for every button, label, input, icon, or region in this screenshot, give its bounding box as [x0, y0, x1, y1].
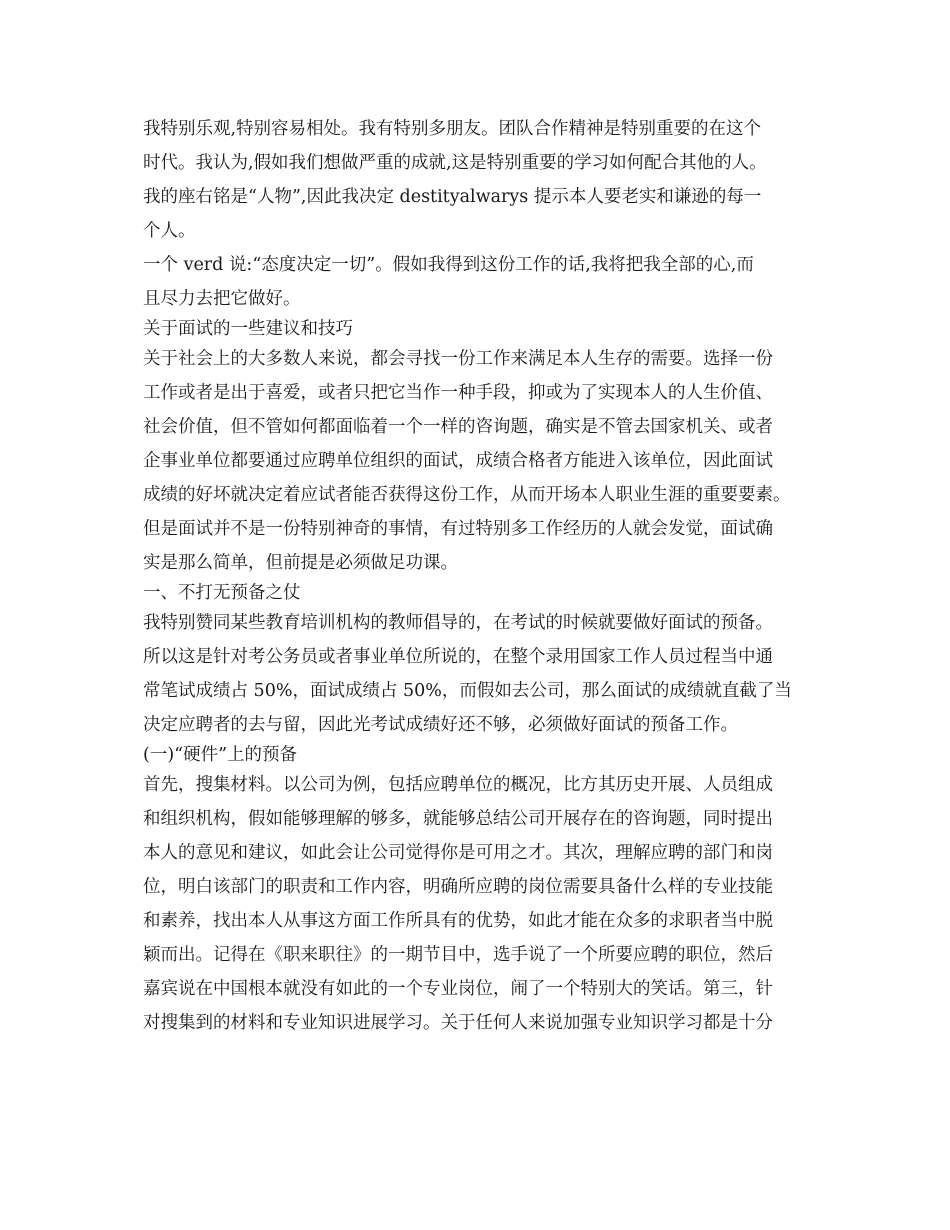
section-heading-interview-tips [143, 316, 823, 342]
text-line: 和组织机构，假如能够理解的够多，就能够总结公司开展存在的咨询题，同时提出 [143, 809, 773, 829]
document-page [143, 112, 823, 1040]
heading-text: 一、不打无预备之仗 [143, 583, 301, 603]
text-line: 工作或者是出于喜爱，或者只把它当作一种手段，抑或为了实现本人的人生价值、 [143, 383, 773, 403]
text-line: 个人。 [143, 221, 196, 241]
paragraph-interview-importance [143, 342, 823, 580]
paragraph-prepare-early [143, 606, 823, 742]
text-line: 颖而出。记得在《职来职往》的一期节目中，选手说了一个所要应聘的职位，然后 [143, 945, 773, 965]
text-line: 关于社会上的大多数人来说，都会寻找一份工作来满足本人生存的需要。选择一份 [143, 349, 773, 369]
paragraph-personal-intro [143, 112, 823, 248]
section-heading-hardware [143, 742, 823, 768]
text-line: 和素养，找出本人从事这方面工作所具有的优势，如此才能在众多的求职者当中脱 [143, 911, 773, 931]
text-line: 本人的意见和建议，如此会让公司觉得你是可用之才。其次，理解应聘的部门和岗 [143, 843, 773, 863]
text-line: 实是那么简单，但前提是必须做足功课。 [143, 553, 458, 573]
text-line: 决定应聘者的去与留，因此光考试成绩好还不够，必须做好面试的预备工作。 [143, 715, 738, 735]
text-line: 首先，搜集材料。以公司为例，包括应聘单位的概况，比方其历史开展、人员组成 [143, 775, 773, 795]
text-line: 社会价值，但不管如何都面临着一个一样的咨询题，确实是不管去国家机关、或者 [143, 417, 773, 437]
paragraph-collect-materials [143, 768, 823, 1040]
text-line: 一个 verd 说:“态度决定一切”。假如我得到这份工作的话,我将把我全部的心,而 [143, 255, 754, 275]
text-line: 我特别乐观,特别容易相处。我有特别多朋友。团队合作精神是特别重要的在这个 [143, 119, 762, 139]
text-line: 常笔试成绩占 50%，面试成绩占 50%，而假如去公司，那么面试的成绩就直截了当 [143, 681, 792, 701]
text-line: 所以这是针对考公务员或者事业单位所说的，在整个录用国家工作人员过程当中通 [143, 647, 773, 667]
text-line: 但是面试并不是一份特别神奇的事情，有过特别多工作经历的人就会发觉，面试确 [143, 519, 773, 539]
text-line: 且尽力去把它做好。 [143, 289, 301, 309]
text-line: 企事业单位都要通过应聘单位组织的面试，成绩合格者方能进入该单位，因此面试 [143, 451, 773, 471]
text-line: 时代。我认为,假如我们想做严重的成就,这是特别重要的学习如何配合其他的人。 [143, 153, 767, 173]
paragraph-attitude [143, 248, 823, 316]
text-line: 成绩的好坏就决定着应试者能否获得这份工作，从而开场本人职业生涯的重要要素。 [143, 485, 791, 505]
text-line: 我的座右铭是“人物”,因此我决定 destityalwarys 提示本人要老实和谦逊的每一 [143, 187, 762, 207]
section-heading-preparation [143, 580, 823, 606]
heading-text: 关于面试的一些建议和技巧 [143, 319, 353, 339]
heading-text: (一)“硬件”上的预备 [143, 745, 298, 765]
text-line: 对搜集到的材料和专业知识进展学习。关于任何人来说加强专业知识学习都是十分 [143, 1013, 773, 1033]
text-line: 位，明白该部门的职责和工作内容，明确所应聘的岗位需要具备什么样的专业技能 [143, 877, 773, 897]
text-line: 我特别赞同某些教育培训机构的教师倡导的，在考试的时候就要做好面试的预备。 [143, 613, 773, 633]
text-line: 嘉宾说在中国根本就没有如此的一个专业岗位，闹了一个特别大的笑话。第三，针 [143, 979, 773, 999]
